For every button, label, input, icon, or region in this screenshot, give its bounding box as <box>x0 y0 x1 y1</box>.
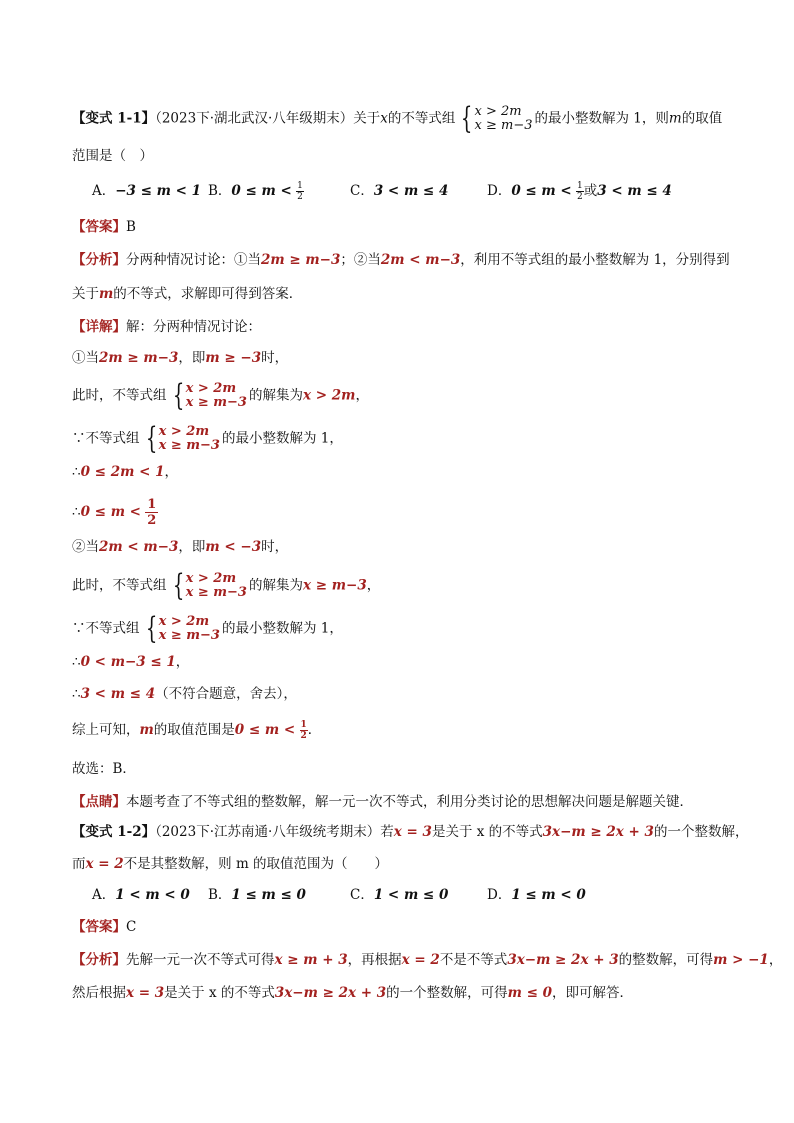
math: m > −1 <box>713 952 769 968</box>
sys-row-1: x > 2m <box>158 614 210 629</box>
option-or: 或 <box>583 183 598 199</box>
text: ， <box>175 654 190 670</box>
text: ，即可解答． <box>552 985 634 1001</box>
text: 而 <box>72 856 86 872</box>
math: m ≤ 0 <box>507 985 553 1001</box>
math: 0 ≤ m < <box>234 722 296 738</box>
option-label: B． <box>208 183 232 199</box>
text: 的最小整数解为 1， <box>221 620 343 637</box>
text: 综上可知， <box>72 722 140 738</box>
q1-analysis-line2 <box>72 284 302 304</box>
text: 的一个整数解， <box>653 824 749 840</box>
text: ，再根据 <box>347 952 402 968</box>
frac-den: 2 <box>577 192 583 202</box>
text: 先解一元一次不等式可得 <box>126 952 275 968</box>
text: ，利用不等式组的最小整数解为 1，分别得到 <box>460 252 730 268</box>
therefore-symbol: ∴ <box>72 654 81 670</box>
text: 是关于 x 的不等式 <box>164 985 275 1001</box>
text: 不是其整数解，则 m 的取值范围为（ ） <box>123 856 389 872</box>
q2-tag: 【变式 1-2】 <box>72 824 156 840</box>
text: 的一个整数解，可得 <box>386 985 508 1001</box>
frac-num: 1 <box>297 181 303 191</box>
text: 的解集为 <box>248 387 303 404</box>
math: m ≥ −3 <box>205 350 262 366</box>
q2-option-c[interactable] <box>350 885 448 905</box>
option-value: 0 ≤ m < <box>231 183 292 199</box>
option-value: 1 < m ≤ 0 <box>373 887 449 903</box>
q1-option-b[interactable] <box>208 181 304 202</box>
q1-tag: 【变式 1-1】 <box>72 110 156 127</box>
q2-analysis-line2 <box>72 983 633 1003</box>
case2-line2 <box>72 568 381 603</box>
math: 3x−m ≥ 2x + 3 <box>507 952 619 968</box>
math: x = 2 <box>85 856 124 872</box>
q2-option-a[interactable] <box>92 885 190 905</box>
sys-row-2: x ≥ m−3 <box>158 438 220 453</box>
q1-var-m: m <box>668 110 682 127</box>
q1-text-tail: 的取值 <box>681 110 723 127</box>
math: 0 ≤ 2m < 1 <box>80 464 165 480</box>
text: 然后根据 <box>72 985 126 1001</box>
text: ， <box>355 387 369 404</box>
text: ， <box>768 952 783 968</box>
case1-line2 <box>72 378 369 413</box>
math: x = 3 <box>393 824 432 840</box>
q1-var-x: x <box>380 110 388 127</box>
fraction <box>576 181 584 202</box>
sys-row-1: x > 2m <box>474 104 522 119</box>
case2-line5 <box>72 684 297 704</box>
sys-row-2: x ≥ m−3 <box>158 628 220 643</box>
option-value: 1 ≤ m < 0 <box>511 887 586 903</box>
option-value: 3 < m ≤ 4 <box>373 183 449 199</box>
q2-option-d[interactable] <box>487 885 586 905</box>
inequality-system: { x > 2m x ≥ m−3 <box>145 611 220 646</box>
text: 关于 <box>72 286 99 302</box>
q2-option-b[interactable] <box>208 885 306 905</box>
text: 时， <box>261 350 289 366</box>
fraction <box>300 720 308 741</box>
option-label: B． <box>208 887 232 903</box>
therefore-symbol: ∴ <box>72 504 81 520</box>
text: ∵不等式组 <box>72 620 140 637</box>
frac-den: 2 <box>147 513 157 528</box>
detail-tag: 【详解】 <box>72 319 126 335</box>
option-value: 1 ≤ m ≤ 0 <box>231 887 306 903</box>
text: 此时，不等式组 <box>72 577 167 594</box>
math: 3x−m ≥ 2x + 3 <box>542 824 654 840</box>
text: 的解集为 <box>248 577 303 594</box>
option-label: C． <box>350 183 374 199</box>
math: 2m ≥ m−3 <box>261 252 341 268</box>
math: 3x−m ≥ 2x + 3 <box>274 985 387 1001</box>
math: 2m < m−3 <box>380 252 461 268</box>
analysis-tag: 【分析】 <box>72 952 126 968</box>
text: 此时，不等式组 <box>72 387 167 404</box>
frac-den: 2 <box>297 192 303 202</box>
math: 3 < m ≤ 4 <box>80 686 156 702</box>
q1-stem-line2: 范围是（ ） <box>72 148 153 164</box>
option-label: D． <box>487 887 512 903</box>
therefore-symbol: ∴ <box>72 686 81 702</box>
inequality-system: { x > 2m x ≥ m−3 <box>172 378 247 413</box>
text: ∵不等式组 <box>72 430 140 447</box>
frac-num: 1 <box>577 181 583 191</box>
case1-line5 <box>72 497 158 528</box>
case1-line1 <box>72 348 288 368</box>
math: 0 ≤ m < <box>80 504 141 520</box>
comment-line <box>72 792 693 812</box>
math: m <box>99 286 114 302</box>
answer-tag: 【答案】 <box>72 219 126 235</box>
therefore-symbol: ∴ <box>72 464 81 480</box>
math: x = 3 <box>126 985 165 1001</box>
math: x > 2m <box>302 387 356 404</box>
answer-value: B <box>126 219 136 235</box>
text: ，即 <box>178 539 206 555</box>
q2-analysis-line1 <box>72 950 782 970</box>
text: ， <box>366 577 381 594</box>
q1-text-end: 的最小整数解为 1，则 <box>534 110 669 127</box>
text: ， <box>164 464 178 480</box>
inequality-system: { x > 2m x ≥ m−3 <box>172 568 247 603</box>
sys-row-2: x ≥ m−3 <box>185 585 247 600</box>
math: m <box>139 722 154 738</box>
text: 的不等式，求解即可得到答案． <box>113 286 303 302</box>
q2-stem-line2 <box>72 854 388 874</box>
math: x ≥ m + 3 <box>274 952 348 968</box>
option-label: C． <box>350 887 374 903</box>
text: 的整数解，可得 <box>618 952 714 968</box>
text: ；②当 <box>340 252 381 268</box>
sys-row-1: x > 2m <box>185 381 237 396</box>
option-label: D． <box>487 183 512 199</box>
math: 0 < m−3 ≤ 1 <box>80 654 176 670</box>
math: m < −3 <box>205 539 262 555</box>
q1-text-mid: 的不等式组 <box>387 110 456 127</box>
case1-line4 <box>72 462 178 482</box>
q1-answer <box>72 217 136 237</box>
option-label: A． <box>92 183 116 199</box>
text: 本题考查了不等式组的整数解，解一元一次不等式，利用分类讨论的思想解决问题是解题关键． <box>126 794 693 810</box>
fraction <box>145 497 158 528</box>
text: 不是不等式 <box>439 952 508 968</box>
case1-line3 <box>72 421 343 456</box>
math: 2m ≥ m−3 <box>99 350 179 366</box>
q1-analysis-line1 <box>72 250 730 270</box>
fraction <box>296 181 304 202</box>
case2-line1 <box>72 537 288 557</box>
comment-tag: 【点睛】 <box>72 794 126 810</box>
frac-num: 1 <box>147 497 157 512</box>
case2-line4 <box>72 652 189 672</box>
q2-stem-line1 <box>72 822 748 842</box>
text: 是关于 x 的不等式 <box>431 824 543 840</box>
math: 2m < m−3 <box>99 539 179 555</box>
text: （不符合题意，舍去）， <box>155 686 297 702</box>
q1-detail-intro <box>72 317 261 337</box>
text: ②当 <box>72 539 99 555</box>
summary-line <box>72 720 321 741</box>
q1-option-c[interactable] <box>350 181 448 201</box>
text: ，即 <box>178 350 206 366</box>
analysis-tag: 【分析】 <box>72 252 126 268</box>
option-value: 0 ≤ m < <box>511 183 572 199</box>
q1-option-a[interactable] <box>92 181 201 201</box>
q1-source: （2023下·湖北武汉·八年级期末）关于 <box>155 110 381 127</box>
math: x ≥ m−3 <box>302 577 367 594</box>
text: 分两种情况讨论：①当 <box>126 252 261 268</box>
frac-den: 2 <box>300 731 307 741</box>
text: 的最小整数解为 1， <box>221 430 343 447</box>
answer-value: C <box>126 919 137 935</box>
q2-source: （2023下·江苏南通·八年级统考期末）若 <box>155 824 394 840</box>
answer-tag: 【答案】 <box>72 919 126 935</box>
sys-row-2: x ≥ m−3 <box>474 118 533 133</box>
inequality-system: { x > 2m x ≥ m−3 <box>461 101 533 136</box>
math: x = 2 <box>401 952 440 968</box>
q1-option-d[interactable] <box>487 181 672 202</box>
option-value-b: 3 < m ≤ 4 <box>597 183 672 199</box>
frac-num: 1 <box>300 720 307 730</box>
text: 的取值范围是 <box>153 722 235 738</box>
sys-row-1: x > 2m <box>185 571 237 586</box>
inequality-system: { x > 2m x ≥ m−3 <box>145 421 220 456</box>
option-value: −3 ≤ m < 1 <box>115 183 202 199</box>
q1-stem-line1 <box>72 101 723 136</box>
choose-line: 故选：B． <box>72 761 136 777</box>
text: ①当 <box>72 350 99 366</box>
text: 解：分两种情况讨论： <box>126 319 261 335</box>
sys-row-2: x ≥ m−3 <box>185 395 247 410</box>
sys-row-1: x > 2m <box>158 424 210 439</box>
option-label: A． <box>92 887 116 903</box>
option-value: 1 < m < 0 <box>115 887 190 903</box>
text: 时， <box>261 539 289 555</box>
case2-line3 <box>72 611 343 646</box>
text: ． <box>307 722 322 738</box>
q2-answer <box>72 917 136 937</box>
